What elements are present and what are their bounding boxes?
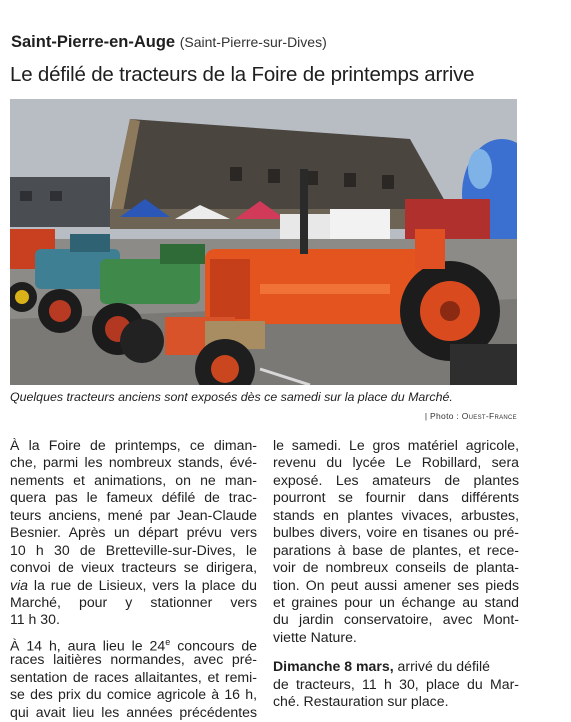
photo-credit-source: Ouest-France — [461, 411, 517, 421]
kicker-place: Saint-Pierre-en-Auge — [11, 33, 176, 51]
paragraph-gap — [273, 646, 519, 658]
article-line: et graines pour un échange au stand — [273, 593, 519, 610]
article-line: via la rue de Lisieux, vers la place du — [10, 576, 257, 593]
article-line: parations à base de plantes, et rece- — [273, 541, 519, 558]
kicker-subplace: (Saint-Pierre-sur-Dives) — [179, 34, 327, 50]
article-line: se des prix du comice agricole à 16 h, — [10, 686, 257, 703]
article-line: Besnier. Après un départ prévu vers — [10, 524, 257, 541]
article-line: revenu du lycée Le Robillard, sera — [273, 454, 519, 471]
photo-credit — [425, 411, 517, 421]
photo-caption: Quelques tracteurs anciens sont exposés dès ce samedi sur la place du Marché. — [10, 390, 453, 404]
sunday-text-1: arrivé du défilé — [393, 658, 490, 675]
sunday-label: Dimanche 8 mars, — [273, 658, 394, 675]
article-line: sentation de races allaitantes, et remi- — [10, 668, 257, 685]
article-line: races laitières normandes, avec pré- — [10, 651, 257, 668]
article-line: pourront se fournir dans différents — [273, 489, 519, 506]
article-line: che, parmi les nombreux stands, évé- — [10, 454, 257, 471]
sunday-line-3: ché. Restauration sur place. — [273, 693, 449, 710]
headline: Le défilé de tracteurs de la Foire de printemps arrive — [10, 63, 475, 86]
sunday-line-2: de tracteurs, 11 h 30, place du Mar- — [273, 675, 519, 692]
article-column-2 — [273, 437, 519, 711]
article-line: stands en plantes vivaces, arbustes, — [273, 506, 519, 523]
article-line: tion. On peut aussi amener ses pieds — [273, 576, 519, 593]
article-line: le samedi. Le gros matériel agricole, — [273, 437, 519, 453]
article-line: qui avait lieu les années précédentes — [10, 703, 257, 720]
article-line: À la Foire de printemps, ce diman- — [10, 437, 257, 453]
photo-credit-prefix: | Photo : — [424, 411, 462, 421]
article-line: 11 h 30. — [10, 611, 60, 628]
article-line: du jardin conservatoire, avec Mont- — [273, 611, 519, 628]
article-line: voir de nombreux conseils de planta- — [273, 559, 519, 576]
article-line: exposé. Les amateurs de plantes — [273, 471, 519, 488]
article-line: nements et animations, on ne man- — [10, 471, 257, 488]
article-column-1 — [10, 437, 257, 721]
kicker — [11, 32, 561, 52]
article-line: quera pas le fameux défilé de trac- — [10, 489, 257, 506]
article-photo — [10, 99, 517, 385]
article-line: Marché, pour y stationner vers — [10, 593, 257, 610]
article-line: viette Nature. — [273, 628, 357, 645]
tractor-photo-illustration — [10, 99, 517, 385]
sunday-line-1 — [273, 658, 519, 675]
article-line: teurs anciens, mené par Jean-Claude — [10, 506, 257, 523]
article-line: À 14 h, aura lieu le 24e concours de — [10, 636, 257, 654]
article-line: convoi de vieux tracteurs se dirigera, — [10, 559, 257, 576]
article-line: bulbes divers, voire en tisanes ou pré- — [273, 524, 519, 541]
article-line: 10 h 30 de Bretteville-sur-Dives, le — [10, 541, 257, 558]
